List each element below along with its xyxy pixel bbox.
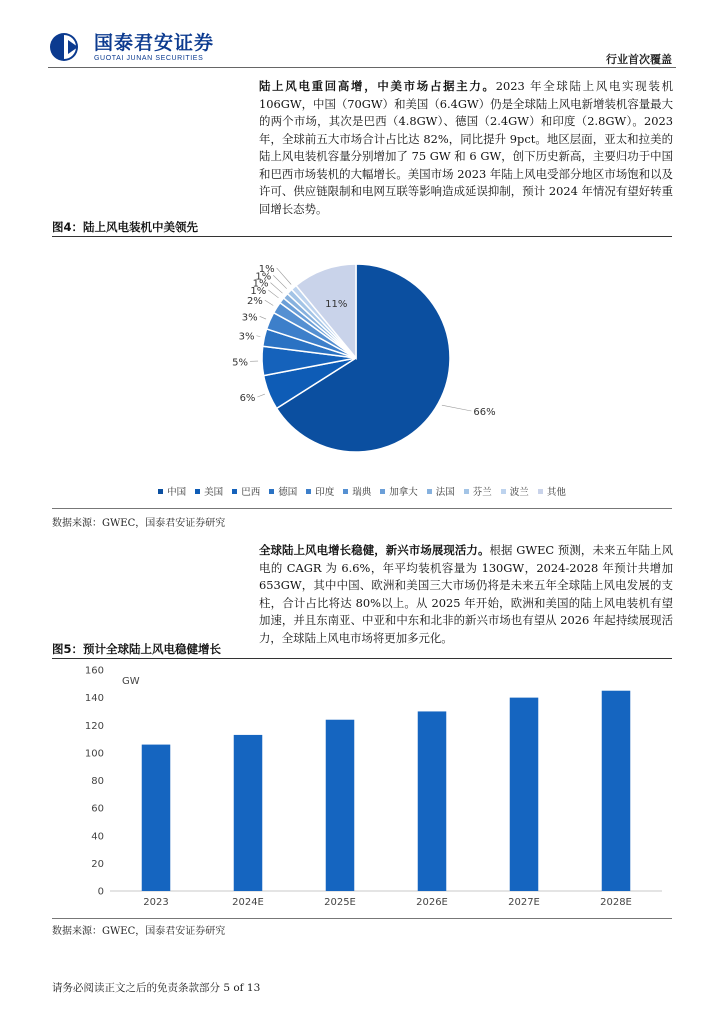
figure5-title: 图5：预计全球陆上风电稳健增长 xyxy=(52,642,221,656)
company-name-en: GUOTAI JUNAN SECURITIES xyxy=(94,54,204,62)
bar-2024E xyxy=(234,735,263,891)
page-header xyxy=(0,0,724,70)
legend-item xyxy=(269,484,297,498)
pie-data-label: 1% xyxy=(250,285,267,297)
legend-swatch xyxy=(538,489,543,494)
legend-item xyxy=(195,484,223,498)
pie-leader-line xyxy=(260,316,266,319)
figure4-rule xyxy=(52,236,672,237)
figure4-title: 图4：陆上风电装机中美领先 xyxy=(52,220,199,234)
figure4-source: 数据来源：GWEC，国泰君安证券研究 xyxy=(52,518,226,529)
x-tick-label: 2026E xyxy=(416,897,448,908)
paragraph-market-outlook xyxy=(259,542,673,647)
legend-swatch xyxy=(195,489,200,494)
figure5-source: 数据来源：GWEC，国泰君安证券研究 xyxy=(52,926,226,937)
y-tick-label: 40 xyxy=(91,831,104,843)
x-tick-label: 2027E xyxy=(508,897,540,908)
paragraph-onshore-wind-growth xyxy=(259,78,673,218)
legend-swatch xyxy=(464,489,469,494)
legend-item xyxy=(380,484,418,498)
legend-item xyxy=(306,484,334,498)
y-tick-label: 20 xyxy=(91,858,104,870)
pie-leader-line xyxy=(268,290,278,298)
figure4-source-rule xyxy=(52,508,672,509)
legend-label: 芬兰 xyxy=(472,487,492,498)
company-logo xyxy=(48,31,214,63)
pie-data-label: 3% xyxy=(238,331,255,343)
pie-data-label: 1% xyxy=(258,263,275,275)
x-tick-label: 2024E xyxy=(232,897,264,908)
pie-data-label: 11% xyxy=(325,299,348,311)
bar-2027E xyxy=(510,698,539,891)
legend-item xyxy=(343,484,371,498)
legend-label: 美国 xyxy=(204,487,224,498)
legend-item xyxy=(464,484,492,498)
pie-data-label: 6% xyxy=(239,393,256,405)
y-tick-label: 140 xyxy=(84,693,104,705)
legend-item xyxy=(158,484,186,498)
pie-leader-line xyxy=(256,336,260,337)
legend-label: 加拿大 xyxy=(389,487,418,498)
pie-leader-line xyxy=(265,300,273,305)
pie-legend xyxy=(52,484,672,498)
legend-swatch xyxy=(269,489,274,494)
pie-data-label: 1% xyxy=(252,278,269,290)
pie-data-label: 1% xyxy=(255,271,272,283)
paragraph-body: 根据 GWEC 预测，未来五年陆上风电的 CAGR 为 6.6%，年平均装机容量为 130GW，2024-2028 年预计共增加 653GW，其中中国、欧洲和美国三大市场仍将是未来五年全球陆上风电发展的支柱，合计占比将达 80%以上。从 2025 年开始，欧洲和美国的陆上风电装机有望加速，并且东南亚、中亚和中东和北非的新兴市场也有望从 2026 年起持续展现活力，全球陆上风电市场将更加多元化。 xyxy=(259,543,673,645)
x-tick-label: 2025E xyxy=(324,897,356,908)
figure5-source-rule xyxy=(52,918,672,919)
bar-2026E xyxy=(418,711,447,891)
x-tick-label: 2028E xyxy=(600,897,632,908)
y-tick-label: 120 xyxy=(84,720,104,732)
legend-swatch xyxy=(306,489,311,494)
pie-leader-line xyxy=(257,394,264,397)
pie-data-label: 2% xyxy=(246,296,263,308)
header-divider xyxy=(48,67,676,68)
legend-swatch xyxy=(380,489,385,494)
figure5-rule xyxy=(52,658,672,659)
pie-data-label: 3% xyxy=(241,312,258,324)
legend-label: 印度 xyxy=(315,487,335,498)
pie-leader-line xyxy=(442,405,472,411)
legend-item xyxy=(427,484,455,498)
paragraph-lead: 陆上风电重回高增，中美市场占据主力。 xyxy=(259,79,496,93)
legend-label: 其他 xyxy=(546,487,566,498)
legend-swatch xyxy=(232,489,237,494)
x-tick-label: 2023 xyxy=(143,897,169,908)
legend-swatch xyxy=(158,489,163,494)
legend-label: 波兰 xyxy=(509,487,529,498)
y-tick-label: 0 xyxy=(97,886,104,898)
legend-label: 德国 xyxy=(278,487,298,498)
legend-label: 法国 xyxy=(435,487,455,498)
legend-swatch xyxy=(343,489,348,494)
pie-leader-line xyxy=(270,283,282,294)
bar-chart xyxy=(52,660,672,915)
pie-data-label: 5% xyxy=(232,357,249,369)
bar-2023 xyxy=(142,745,171,891)
y-tick-label: 80 xyxy=(91,776,104,787)
legend-label: 巴西 xyxy=(241,487,261,498)
y-tick-label: 100 xyxy=(84,748,104,760)
bar-2028E xyxy=(602,691,631,891)
pie-leader-line xyxy=(277,268,292,285)
y-tick-label: 160 xyxy=(84,665,104,677)
pie-chart xyxy=(52,238,672,478)
legend-swatch xyxy=(501,489,506,494)
legend-item xyxy=(501,484,529,498)
paragraph-body: 2023 年全球陆上风电实现装机 106GW，中国（70GW）和美国（6.4GW）仍是全球陆上风电新增装机容量最大的两个市场，其次是巴西（4.8GW）、德国（2.4GW）和印度（2.8GW）。2023 年，全球前五大市场合计占比达 82%，同比提升 9pct。地区层面，亚太和拉美的陆上风电装机容量分别增加了 75 GW 和 6 GW，创下历史新高，主要归功于中国和巴西市场装机的大幅增长。美国市场 2023 年陆上风电受部分地区市场饱和以及许可、供应链限制和电网互联等影响造成延误抑制，预计 2024 年情况有望好转重回增长态势。 xyxy=(259,79,673,216)
y-axis-unit-label: GW xyxy=(122,676,140,687)
paragraph-lead: 全球陆上风电增长稳健，新兴市场展现活力。 xyxy=(259,543,490,557)
legend-swatch xyxy=(427,489,432,494)
legend-label: 中国 xyxy=(167,487,187,498)
page-footer: 请务必阅读正文之后的免责条款部分 5 of 13 xyxy=(52,982,261,994)
report-section-label: 行业首次覆盖 xyxy=(606,53,672,66)
bar-2025E xyxy=(326,720,355,891)
logo-mark-icon xyxy=(48,31,88,63)
legend-item xyxy=(538,484,566,498)
legend-item xyxy=(232,484,260,498)
legend-label: 瑞典 xyxy=(352,487,372,498)
pie-data-label: 66% xyxy=(473,406,496,418)
company-name-cn: 国泰君安证券 xyxy=(94,31,215,54)
y-tick-label: 60 xyxy=(91,803,104,815)
